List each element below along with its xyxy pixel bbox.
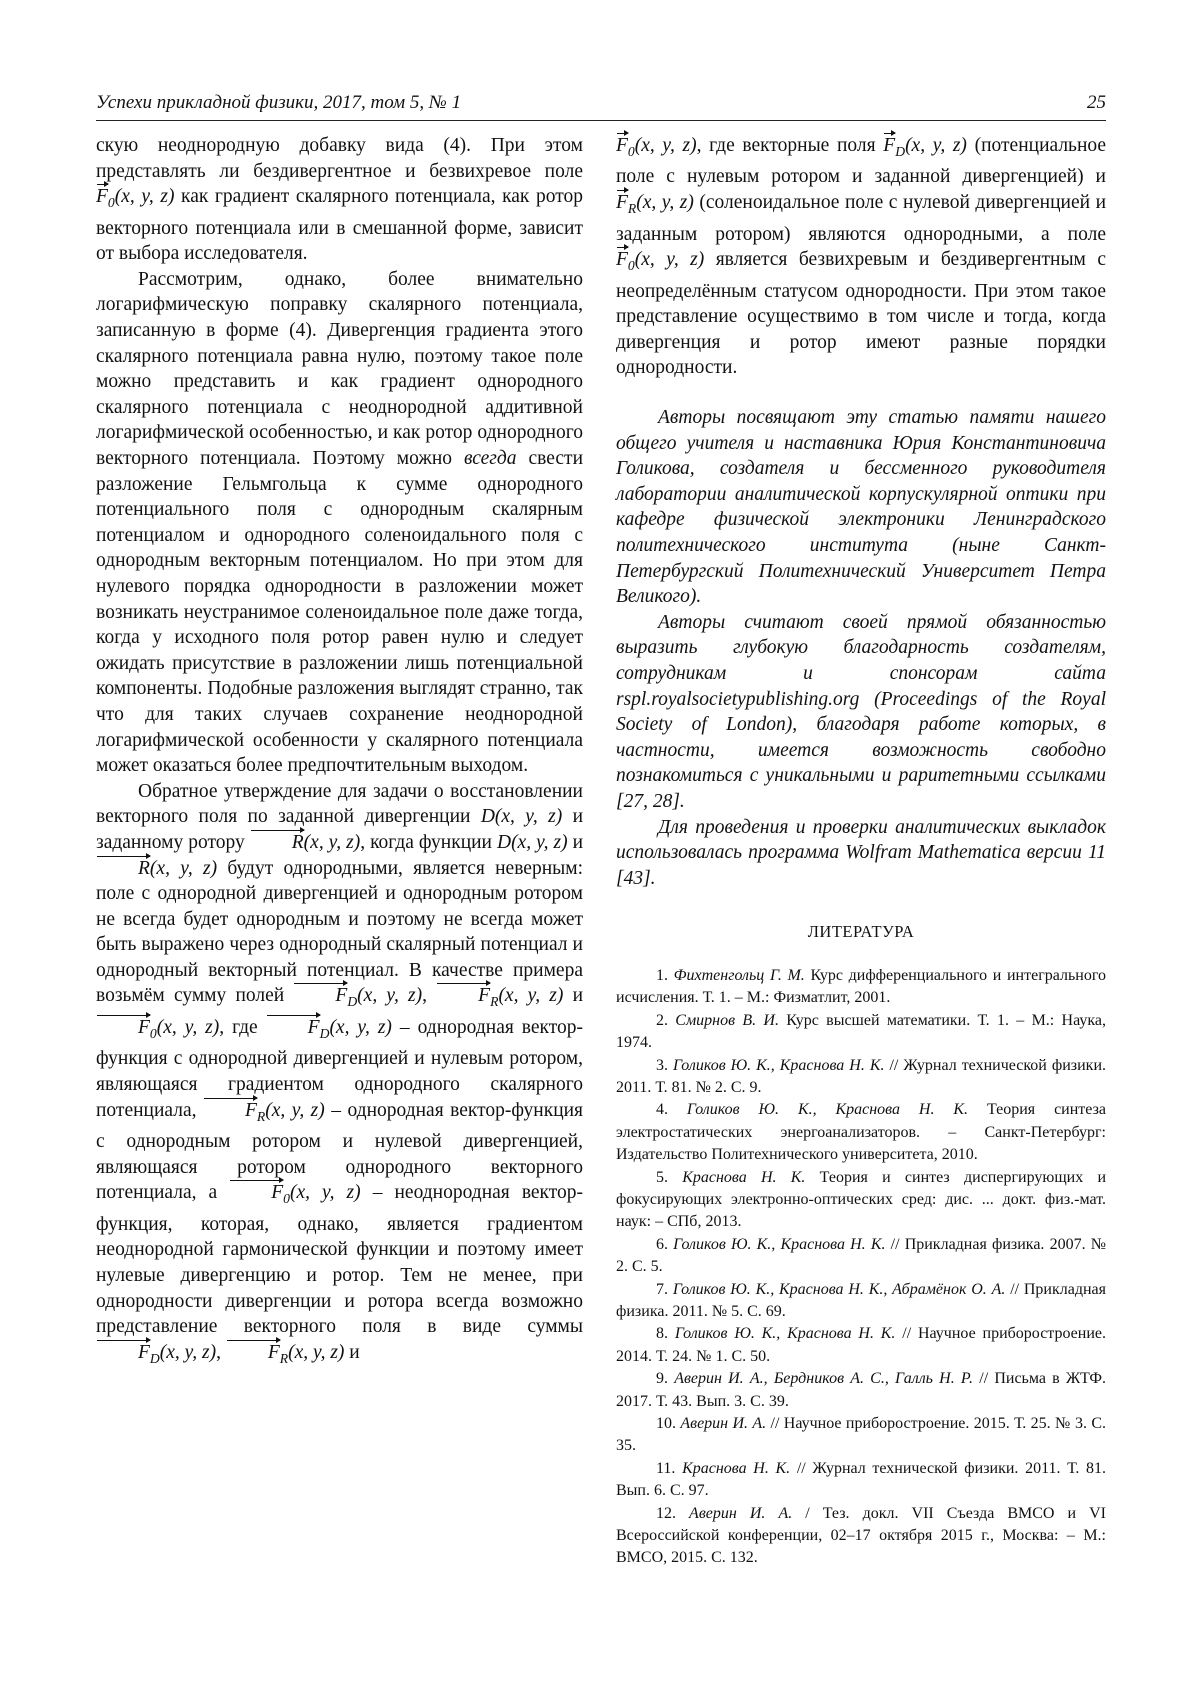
paragraph: Обратное утверждение для задачи о восстановлении векторного поля по заданной дивергенции D(x, y, z) и заданному ротору R(x, y, z), когда функции D(x, y, z) и R(x, y, z) будут однородными, является неверным: поле с однородной дивергенцией и однородным ротором не всегда будет однородным и поэтому не всегда может быть выражено через однородный скалярный потенциал и однородный векторный потенциал. В качестве примера возьмём сумму полей $F_D(x$, y, z), $F_R(x$, y, z) и $F_0(x$, y, z), где $F_D(x$, y, z) – однородная вектор-функция с однородной дивергенцией и нулевым ротором, являющаяся градиентом однородного скалярного потенциала, $F_R(x$, y, z) – однородная вектор-функция с однородным ротором и нулевой дивергенцией, являющаяся ротором однородного векторного потенциала, а $F_0(x$, y, z) – неоднородная вектор-функция, которая, однако, является градиентом неоднородной гармонической функции и поэтому имеет нулевые дивергенцию и ротор. Тем не менее, при однородности дивергенции и ротора всегда возможно представление векторного поля в виде суммы $F_D(x$, y, z), $F_R(x$, y, z) и	[96, 780, 584, 1366]
formula-fr: $F_R(x$, y, z)	[436, 985, 563, 1006]
paragraph: Рассмотрим, однако, более внимательно логарифмическую поправку скалярного потенциала, записанную в форме (4). Дивергенция градиента этого скалярного потенциала равна нулю, поэтому такое поле можно представить и как градиент однородного скалярного потенциала с неоднородной аддитивной логарифмической особенностью, и как ротор однородного векторного потенциала. Поэтому можно всегда свести разложение Гельмгольца к сумме однородного потенциального поля с однородным скалярным потенциалом и однородного соленоидального поля с однородным векторным потенциалом. Но при этом для нулевого порядка однородности в разложении может возникать неустранимое соленоидальное поле даже тогда, когда у исходного поля ротор равен нулю и следует ожидать присутствие в разложении лишь потенциальной компоненты. Подобные разложения выглядят странно, так что для таких случаев сохранение неоднородной логарифмической особенности у скалярного потенциала может оказаться более предпочтительным выходом.	[96, 268, 584, 777]
formula-fd: $F_D(x$, y, z)	[293, 985, 422, 1006]
reference-item: 6. Голиков Ю. К., Краснова Н. К. // Прикладная физика. 2007. № 2. С. 5.	[616, 1235, 1107, 1276]
formula-fd: $F_D(x$, y, z)	[96, 1342, 216, 1363]
reference-item: 3. Голиков Ю. К., Краснова Н. К. // Журнал технической физики. 2011. Т. 81. № 2. С. 9.	[616, 1056, 1107, 1096]
formula-divergence: D(x, y, z)	[496, 831, 568, 853]
formula-fr: $F_R(x$, y, z)	[226, 1342, 345, 1363]
dedication: Авторы посвящают эту статью памяти нашего общего учителя и наставника Юрия Константиновича Голикова, создателя и бессменного руководителя лаборатории аналитической корпускулярной оптики при кафедре физической электроники Ленинградского политехнического института (ныне Санкт-Петербургский Политехнический Университет Петра Великого).	[616, 407, 1106, 608]
emphasis: всегда	[464, 448, 517, 470]
formula-f0: $F_0(x$, y, z)	[616, 249, 705, 274]
references-heading: ЛИТЕРАТУРА	[807, 922, 915, 942]
paragraph: скую неоднородную добавку вида (4). При этом представлять ли бездивергентное и безвихревое поле $F_0(x$, y, z) как градиент скалярного потенциала, как ротор векторного потенциала или в смешанной форме, зависит от выбора исследователя.	[96, 135, 583, 265]
journal-title: Успехи прикладной физики, 2017, том 5, № 1	[96, 92, 462, 113]
reference-item: 1. Фихтенгольц Г. М. Курс дифференциального и интегрального исчисления. Т. 1. – М.: Физматлит, 2001.	[616, 966, 1107, 1007]
formula-rotor: R(x, y, z)	[250, 832, 360, 853]
reference-item: 5. Краснова Н. К. Теория и синтез диспергирующих и фокусирующих электронно-оптических сред: дис. ... докт. физ.-мат. наук: – СПб, 2013.	[616, 1168, 1107, 1231]
reference-item: 12. Аверин И. А. / Тез. докл. VII Съезда ВМСО и VI Всероссийской конференции, 02–17 октября 2015 г., Москва: – М.: ВМСО, 2015. С. 132.	[616, 1504, 1107, 1567]
formula-divergence: D(x, y, z)	[480, 806, 563, 828]
formula-f0: $F_0(x$, y, z)	[616, 135, 697, 159]
formula-f0: $F_0(x$, y, z)	[96, 186, 175, 211]
left-column	[96, 133, 583, 1371]
formula-f0: $F_0(x$, y, z)	[229, 1182, 360, 1203]
formula-fr: $F_R(x$, y, z)	[203, 1100, 325, 1121]
reference-item: 8. Голиков Ю. К., Краснова Н. К. // Научное приборостроение. 2014. Т. 24. № 1. С. 50.	[616, 1325, 1107, 1365]
reference-item: 2. Смирнов В. И. Курс высшей математики. Т. 1. – М.: Наука, 1974.	[616, 1011, 1107, 1052]
reference-item: 7. Голиков Ю. К., Краснова Н. К., Абрамёнок О. А. // Прикладная физика. 2011. № 5. С. 69.	[616, 1280, 1107, 1320]
references-list	[616, 965, 1106, 1570]
formula-fr: $F_R(x$, y, z)	[616, 192, 694, 216]
running-header	[96, 92, 1106, 121]
page-number: 25	[1087, 92, 1106, 113]
software-note: Для проведения и проверки аналитических выкладок использовалась программа Wolfram Mathematica версии 11 [43].	[616, 816, 1106, 889]
formula-fd: $F_D(x$, y, z)	[266, 1017, 392, 1038]
reference-item: 4. Голиков Ю. К., Краснова Н. К. Теория синтеза электростатических энергоанализаторов. – Санкт-Петербург: Издательство Политехнического университета, 2010.	[616, 1101, 1106, 1164]
reference-item: 10. Аверин И. А. // Научное приборостроение. 2015. Т. 25. № 3. С. 35.	[616, 1415, 1106, 1455]
reference-item: 9. Аверин И. А., Бердников А. С., Галль Н. Р. // Письма в ЖТФ. 2017. Т. 43. Вып. 3. С. 39.	[616, 1370, 1107, 1410]
formula-f0: $F_0(x$, y, z)	[96, 1017, 219, 1038]
formula-fd: $F_D(x$, y, z)	[883, 135, 967, 159]
formula-rotor: R(x, y, z)	[96, 858, 217, 879]
reference-item: 11. Краснова Н. К. // Журнал технической физики. 2011. Т. 81. Вып. 6. С. 97.	[616, 1459, 1107, 1500]
acknowledgements	[616, 405, 1106, 891]
paragraph: $F_0(x$, y, z), где векторные поля $F_D(x$, y, z) (потенциальное поле с нулевым ротором и заданной дивергенцией) и $F_R(x$, y, z) (соленоидальное поле с нулевой дивергенцией и заданным ротором) являются однородными, а поле $F_0(x$, y, z) является безвихревым и бездивергентным с неопределённым статусом однородности. При этом такое представление осуществимо в том числе и тогда, когда дивергенция и ротор имеют разные порядки однородности.	[616, 135, 1107, 379]
right-column	[616, 133, 1106, 1570]
acknowledgement: Авторы считают своей прямой обязанностью выразить глубокую благодарность создателям, сотрудникам и спонсорам сайта rspl.royalsocietypublishing.org (Proceedings of the Royal Society of London), благодаря работе которых, в частности, имеется возможность свободно познакомиться с уникальными и раритетными ссылками [27, 28].	[616, 611, 1106, 812]
